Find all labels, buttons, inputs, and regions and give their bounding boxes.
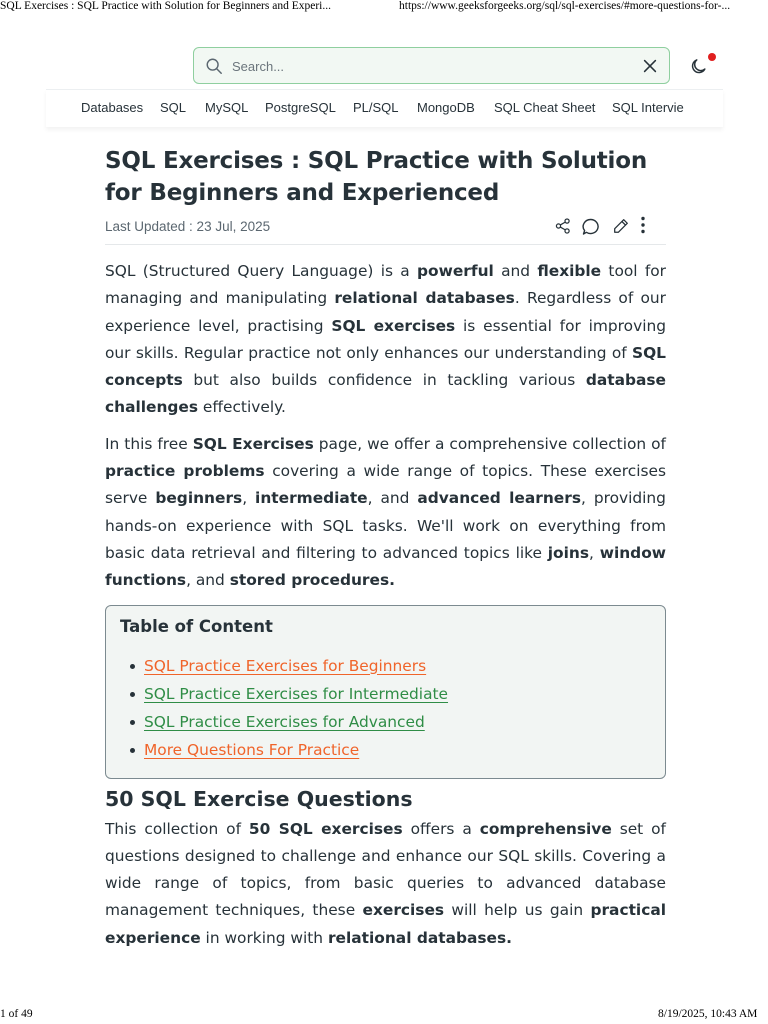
article-actions — [554, 215, 654, 239]
toc-title: Table of Content — [120, 616, 273, 636]
print-header — [0, 0, 768, 16]
nav-plsql[interactable]: PL/SQL — [353, 100, 399, 115]
close-icon[interactable] — [641, 57, 659, 75]
toc-list — [120, 652, 651, 764]
article-title: SQL Exercises : SQL Practice with Solution for Beginners and Experienced — [105, 148, 648, 206]
bullet-icon — [130, 720, 135, 725]
nav-sql-interview[interactable]: SQL Intervie — [612, 100, 684, 115]
bullet-icon — [130, 692, 135, 697]
toc-item — [120, 680, 651, 708]
nav-sql[interactable]: SQL — [160, 100, 187, 115]
search-bar[interactable] — [193, 47, 670, 84]
nav-mongodb[interactable]: MongoDB — [417, 100, 475, 115]
print-footer — [0, 1006, 768, 1024]
toc-link-intermediate[interactable]: SQL Practice Exercises for Intermediate — [144, 684, 449, 703]
nav-postgresql[interactable]: PostgreSQL — [265, 100, 336, 115]
nav-databases[interactable]: Databases — [81, 100, 144, 115]
topic-nav — [46, 89, 723, 127]
search-icon — [205, 57, 223, 75]
section-paragraph: This collection of 50 SQL exercises offers a comprehensive set of questions designed to challenge and enhance our SQL skills. Covering a wide range of topics, from basic queries to advanced database management techniques, these exercises will help us gain practical experience in working with relational databases. — [105, 819, 666, 947]
toc-item — [120, 652, 651, 680]
moon-icon[interactable] — [690, 56, 710, 76]
print-page-title: SQL Exercises : SQL Practice with Solution for Beginners and Experi... — [0, 0, 331, 12]
notification-dot — [708, 53, 716, 61]
toc-link-more-questions[interactable]: More Questions For Practice — [144, 740, 360, 759]
search-input[interactable] — [232, 55, 612, 77]
article-meta — [105, 215, 666, 245]
overview-paragraph: In this free SQL Exercises page, we offer a comprehensive collection of practice problems covering a wide range of topics. These exercises serve beginners, intermediate, and advanced learners, providing hands-on experience with SQL tasks. We'll work on everything from basic data retrieval and filtering to advanced topics like joins, window functions, and stored procedures. — [105, 434, 666, 590]
comment-icon[interactable] — [581, 217, 601, 237]
edit-icon[interactable] — [612, 217, 630, 235]
nav-sql-cheat-sheet[interactable]: SQL Cheat Sheet — [494, 100, 596, 115]
bullet-icon — [130, 748, 135, 753]
toc-link-beginners[interactable]: SQL Practice Exercises for Beginners — [144, 656, 427, 675]
toc-item — [120, 736, 651, 764]
last-updated: Last Updated : 23 Jul, 2025 — [105, 219, 271, 234]
section-heading: 50 SQL Exercise Questions — [105, 786, 413, 811]
nav-mysql[interactable]: MySQL — [205, 100, 249, 115]
page-number: 1 of 49 — [0, 1008, 33, 1020]
print-page-url: https://www.geeksforgeeks.org/sql/sql-exercises/#more-questions-for-... — [399, 0, 731, 12]
intro-paragraph: SQL (Structured Query Language) is a powerful and flexible tool for managing and manipulating relational databases. Regardless of our experience level, practising SQL exercises is essential for improving our skills. Regular practice not only enhances our understanding of SQL concepts but also builds confidence in tackling various database challenges effectively. — [105, 262, 667, 417]
more-vertical-icon[interactable] — [638, 215, 648, 235]
table-of-contents — [105, 605, 666, 779]
article — [105, 145, 666, 952]
print-datetime: 8/19/2025, 10:43 AM — [658, 1008, 758, 1020]
bullet-icon — [130, 664, 135, 669]
toc-link-advanced[interactable]: SQL Practice Exercises for Advanced — [144, 712, 425, 731]
share-icon[interactable] — [554, 217, 572, 235]
toc-item — [120, 708, 651, 736]
